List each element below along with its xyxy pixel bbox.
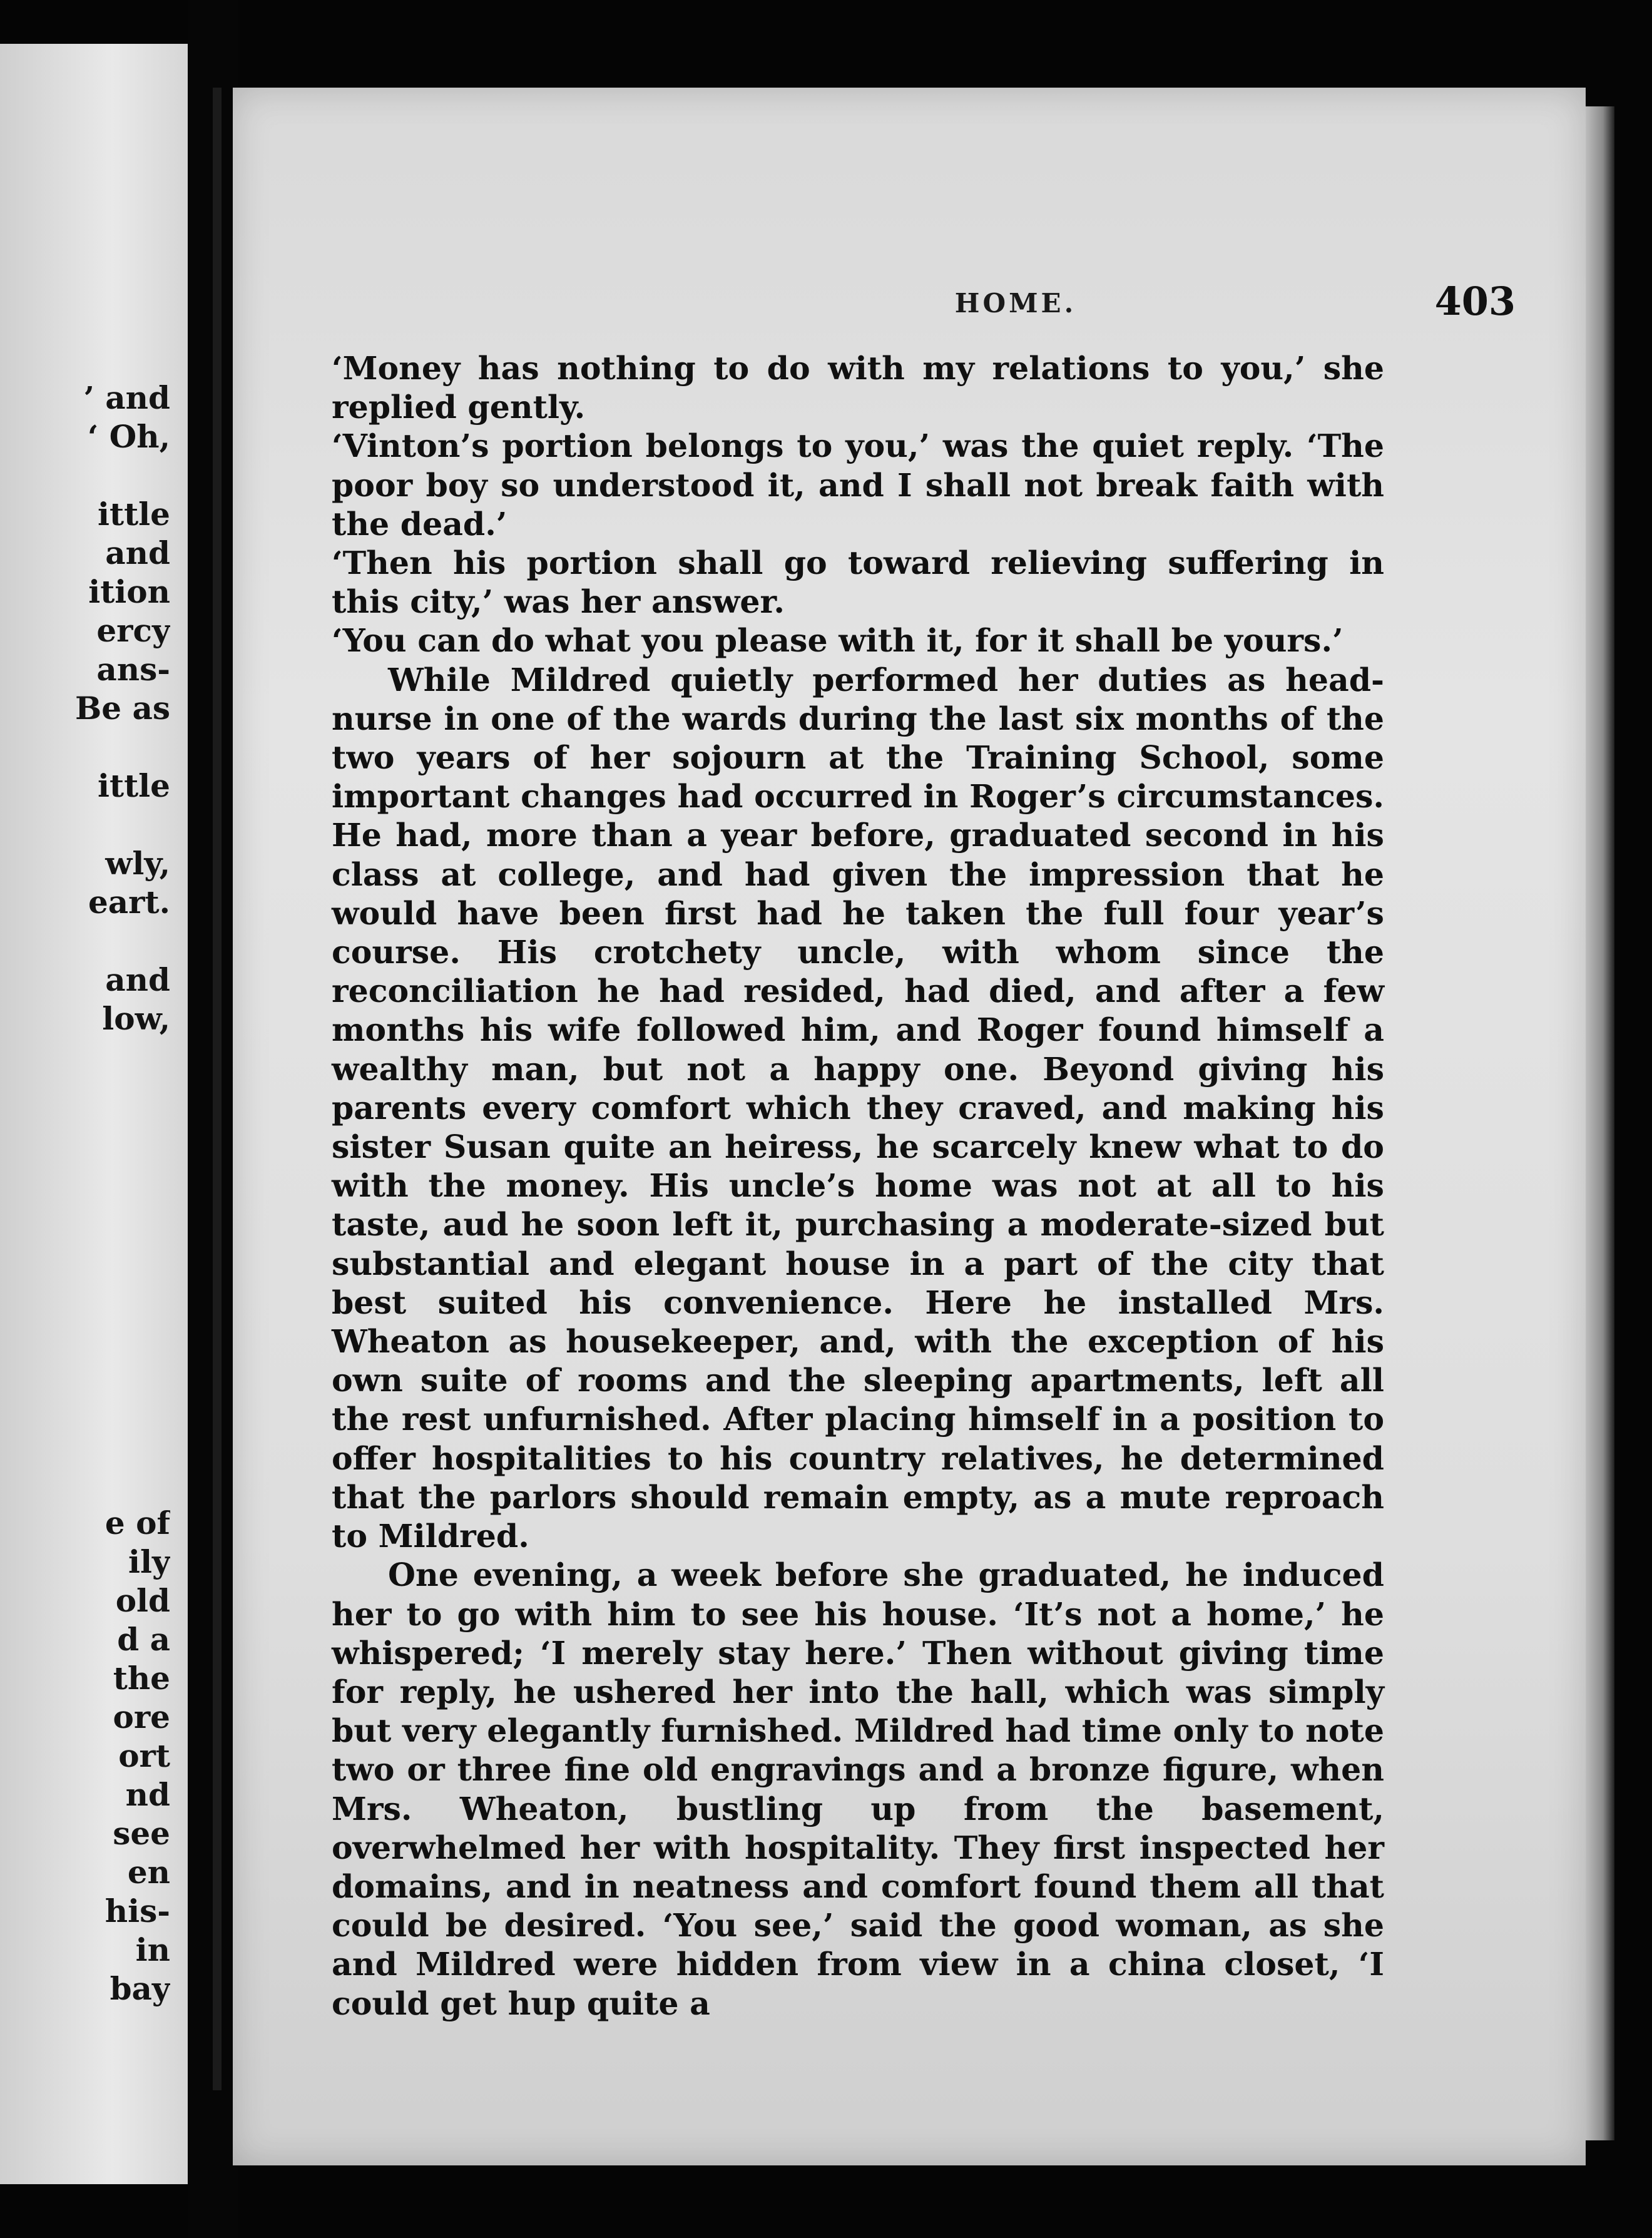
previous-page-line: ercy xyxy=(96,612,170,649)
previous-page-line: d a xyxy=(117,1621,170,1658)
previous-page-line: in xyxy=(135,1931,170,1968)
previous-page-line: and xyxy=(105,961,170,998)
body-text xyxy=(332,349,1384,2023)
previous-page-line: ittle xyxy=(98,496,170,533)
paragraph: ‘You can do what you please with it, for it shall be yours.’ xyxy=(332,622,1344,660)
previous-page-line: ittle xyxy=(98,767,170,804)
paragraph: ‘Then his portion shall go toward relieving suffering in this city,’ was her answer. xyxy=(332,544,1384,621)
previous-page-line: eart. xyxy=(88,884,170,921)
previous-page-line: his- xyxy=(105,1893,170,1929)
previous-page-line: ore xyxy=(113,1699,170,1735)
page-edge xyxy=(213,88,222,2090)
previous-page-line: ily xyxy=(128,1543,170,1580)
previous-page-line xyxy=(8,1155,170,1193)
previous-page-line: ‘ Oh, xyxy=(87,418,170,455)
previous-page-line: Be as xyxy=(74,690,170,727)
previous-page-line: ans- xyxy=(96,651,170,688)
previous-page-line xyxy=(8,1077,170,1116)
previous-page-line xyxy=(8,1349,170,1387)
paragraph: One evening, a week before she graduated, he induced her to go with him to see his house. ‘It’s not a home,’ he whispered; ‘I merely stay here.’ Then without giving time for reply, he ushered her into the hall, which was simply but very elegantly furnished. Mildred had time only to note two or three fine old engravings and a bronze figure, when Mrs. Wheaton, bustling up from the basement, overwhelmed her with hospitality. They first inspected her domains, and in neatness and comfort found them all that could be desired. ‘You see,’ said the good woman, as she and Mildred were hidden from view in a china closet, ‘I could get hup quite a xyxy=(332,1556,1384,2022)
previous-page-line xyxy=(8,1426,170,1465)
previous-page-line xyxy=(8,1387,170,1426)
previous-page-line: wly, xyxy=(105,845,170,882)
paragraph: ‘Money has nothing to do with my relations to you,’ she replied gently. xyxy=(332,350,1384,426)
previous-page-line xyxy=(8,1193,170,1232)
previous-page-line: and xyxy=(105,534,170,571)
paragraph: While Mildred quietly performed her duties as head-nurse in one of the wards during the last six months of the two years of her sojourn at the Training School, some important changes had occurred in Roger’s circumstances. He had, more than a year before, graduated second in his class at college, and had given the impression that he would have been first had he taken the full four year’s course. His crotchety uncle, with whom since the reconciliation he had resided, had died, and after a few months his wife followed him, and Roger found himself a wealthy man, but not a happy one. Beyond giving his parents every comfort which they craved, and making his sister Susan quite an heiress, he scarcely knew what to do with the money. His uncle’s home was not at all to his taste, aud he soon left it, purchasing a moderate-sized but substantial and elegant house in a part of the city that best suited his convenience. Here he installed Mrs. Wheaton as housekeeper, and, with the exception of his own suite of rooms and the sleeping apartments, left all the rest unfurnished. After placing himself in a position to offer hospitalities to his country relatives, he determined that the parlors should remain empty, as a mute reproach to Mildred. xyxy=(332,661,1384,1555)
previous-page-line xyxy=(8,728,170,767)
previous-page-line xyxy=(8,456,170,495)
previous-page-line: en xyxy=(127,1854,170,1891)
previous-page-line: nd xyxy=(125,1776,170,1813)
previous-page-line: ition xyxy=(88,573,170,610)
previous-page-line xyxy=(8,1310,170,1349)
paragraph: ‘Vinton’s portion belongs to you,’ was the quiet reply. ‘The poor boy so understood it, and I shall not break faith with the dead.’ xyxy=(332,427,1384,543)
previous-page-line xyxy=(8,1232,170,1271)
previous-page-line xyxy=(8,922,170,961)
page-edge-shadow xyxy=(1586,106,1614,2140)
previous-page-line: ort xyxy=(118,1737,170,1774)
previous-page-line xyxy=(8,1116,170,1155)
previous-page-line: see xyxy=(113,1815,170,1852)
previous-page-line: the xyxy=(113,1660,170,1697)
previous-page-line xyxy=(8,1271,170,1310)
previous-page-line: low, xyxy=(102,1000,170,1037)
previous-page-line: ’ and xyxy=(83,379,170,416)
previous-page-line xyxy=(8,1038,170,1077)
previous-page-line: e of xyxy=(105,1505,170,1541)
previous-page-line xyxy=(8,1465,170,1504)
previous-page-line xyxy=(8,805,170,844)
previous-page-line: bay xyxy=(110,1970,170,2007)
running-head: HOME. xyxy=(954,288,1077,319)
previous-page-line: old xyxy=(115,1582,170,1619)
previous-page-fragment xyxy=(0,44,188,2184)
page-number: 403 xyxy=(1434,278,1516,324)
previous-page-text xyxy=(8,379,170,2008)
book-page xyxy=(233,88,1586,2165)
